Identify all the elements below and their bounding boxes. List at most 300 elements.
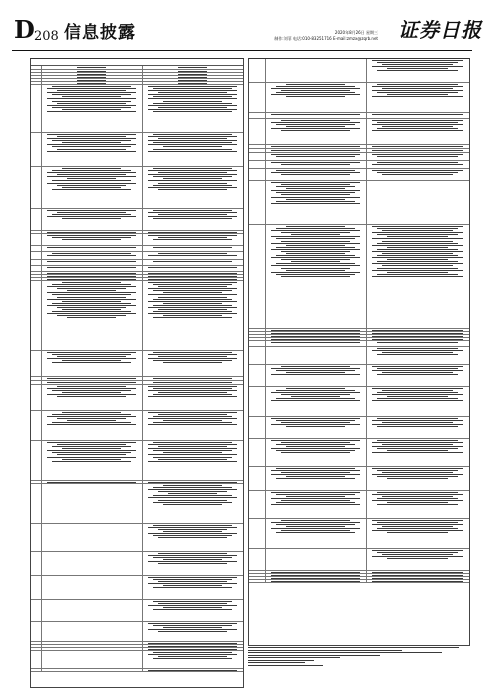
text-line bbox=[153, 658, 232, 659]
revised-text-cell bbox=[142, 600, 243, 621]
section-title: 信息披露 bbox=[64, 23, 136, 43]
text-line bbox=[153, 450, 232, 451]
text-line bbox=[153, 218, 232, 219]
table-row bbox=[31, 484, 243, 524]
text-line bbox=[276, 524, 355, 525]
text-line bbox=[148, 273, 237, 274]
text-line bbox=[286, 96, 345, 97]
text-lines bbox=[143, 253, 242, 258]
original-text-cell bbox=[265, 338, 367, 340]
text-lines bbox=[143, 386, 242, 409]
table-row bbox=[249, 59, 469, 83]
text-line bbox=[271, 424, 360, 425]
text-line bbox=[387, 450, 448, 451]
revised-text-cell bbox=[366, 574, 469, 576]
text-line bbox=[382, 390, 453, 391]
text-line bbox=[372, 154, 463, 155]
text-line bbox=[377, 128, 458, 129]
text-line bbox=[148, 216, 237, 217]
text-line bbox=[372, 400, 463, 401]
text-line bbox=[52, 452, 131, 453]
text-line bbox=[153, 149, 232, 150]
text-line bbox=[148, 151, 237, 152]
text-line bbox=[382, 444, 453, 445]
text-lines bbox=[143, 261, 242, 264]
text-line bbox=[286, 372, 345, 373]
text-line bbox=[153, 142, 232, 143]
text-line bbox=[281, 120, 350, 121]
text-line bbox=[372, 86, 463, 87]
text-lines bbox=[367, 550, 468, 569]
text-lines bbox=[367, 342, 468, 345]
text-line bbox=[57, 386, 126, 387]
row-number-cell bbox=[249, 169, 266, 180]
text-line bbox=[281, 268, 350, 269]
text-line bbox=[178, 71, 208, 72]
original-text-cell bbox=[41, 484, 143, 523]
table-row bbox=[249, 519, 469, 549]
text-line bbox=[286, 84, 345, 85]
text-line bbox=[281, 472, 350, 473]
text-line bbox=[286, 245, 345, 246]
revised-text-cell bbox=[142, 82, 243, 84]
text-line bbox=[57, 212, 126, 213]
text-line bbox=[271, 492, 360, 493]
text-line bbox=[281, 90, 350, 91]
original-text-cell bbox=[41, 76, 143, 78]
text-line bbox=[148, 307, 237, 308]
table-caption-row bbox=[31, 59, 243, 66]
text-line bbox=[286, 388, 345, 389]
text-line bbox=[377, 70, 458, 71]
text-line bbox=[148, 105, 237, 106]
text-line bbox=[163, 559, 222, 560]
text-line bbox=[158, 529, 227, 530]
text-line bbox=[286, 253, 345, 254]
page-number: 208 bbox=[34, 29, 59, 44]
text-lines bbox=[143, 247, 242, 250]
text-line bbox=[52, 140, 131, 141]
original-text-cell bbox=[265, 83, 367, 112]
text-line bbox=[372, 333, 463, 334]
revised-text-cell bbox=[366, 113, 469, 118]
text-line bbox=[158, 459, 227, 460]
text-lines bbox=[143, 378, 242, 379]
text-line bbox=[47, 183, 136, 184]
text-line bbox=[372, 578, 463, 579]
text-lines bbox=[367, 170, 468, 179]
revised-text-cell bbox=[142, 648, 243, 650]
text-line bbox=[377, 354, 458, 355]
text-lines bbox=[42, 247, 141, 250]
revised-text-cell bbox=[142, 642, 243, 644]
text-line bbox=[281, 500, 350, 501]
original-text-cell bbox=[41, 381, 143, 384]
text-line bbox=[382, 230, 453, 231]
text-line bbox=[153, 422, 232, 423]
text-line bbox=[153, 284, 232, 285]
text-line bbox=[377, 348, 458, 349]
text-line bbox=[62, 218, 121, 219]
text-line bbox=[271, 150, 360, 151]
text-line bbox=[271, 330, 360, 331]
text-lines bbox=[42, 282, 141, 349]
text-line bbox=[377, 342, 458, 343]
footnote-line bbox=[248, 657, 340, 658]
text-line bbox=[158, 603, 227, 604]
text-line bbox=[377, 448, 458, 449]
text-line bbox=[372, 394, 463, 395]
text-lines bbox=[266, 388, 365, 415]
revised-text-cell bbox=[142, 576, 243, 599]
text-line bbox=[382, 526, 453, 527]
text-line bbox=[372, 114, 463, 115]
row-number-cell bbox=[249, 329, 266, 331]
text-lines bbox=[367, 60, 468, 81]
row-number-cell bbox=[249, 338, 266, 340]
text-line bbox=[52, 146, 131, 147]
original-text-cell bbox=[41, 275, 143, 277]
revised-text-cell bbox=[366, 332, 469, 334]
text-line bbox=[382, 422, 453, 423]
footnotes-block bbox=[248, 646, 468, 686]
text-line bbox=[62, 96, 121, 97]
text-line bbox=[148, 396, 237, 397]
page-letter: D bbox=[14, 15, 35, 44]
text-line bbox=[271, 470, 360, 471]
text-lines bbox=[266, 150, 365, 151]
text-lines bbox=[266, 120, 365, 143]
text-line bbox=[372, 330, 463, 331]
text-line bbox=[52, 284, 131, 285]
text-line bbox=[47, 92, 136, 93]
text-line bbox=[271, 94, 360, 95]
text-line bbox=[47, 394, 136, 395]
original-text-cell bbox=[41, 622, 143, 641]
row-number-cell bbox=[249, 113, 266, 118]
text-line bbox=[286, 270, 345, 271]
table-row bbox=[249, 580, 469, 583]
text-line bbox=[153, 442, 232, 443]
text-line bbox=[163, 607, 222, 608]
text-line bbox=[271, 162, 360, 163]
text-line bbox=[271, 522, 360, 523]
original-text-cell bbox=[41, 266, 143, 271]
text-line bbox=[271, 440, 360, 441]
row-number-cell bbox=[249, 439, 266, 466]
text-line bbox=[148, 390, 237, 391]
text-lines bbox=[266, 440, 365, 465]
text-line bbox=[271, 418, 360, 419]
text-line bbox=[382, 253, 453, 254]
revised-text-cell bbox=[142, 66, 243, 69]
text-line bbox=[271, 504, 360, 505]
text-line bbox=[372, 276, 463, 277]
original-text-cell bbox=[41, 73, 143, 75]
text-line bbox=[382, 372, 453, 373]
text-lines bbox=[266, 366, 365, 385]
original-text-cell bbox=[265, 417, 367, 438]
text-line bbox=[372, 339, 463, 340]
text-lines bbox=[42, 267, 141, 270]
text-line bbox=[276, 247, 355, 248]
text-lines bbox=[367, 120, 468, 143]
text-line bbox=[276, 263, 355, 264]
text-line bbox=[148, 144, 237, 145]
original-text-cell bbox=[41, 481, 143, 483]
text-line bbox=[276, 532, 355, 533]
text-line bbox=[47, 210, 136, 211]
text-lines bbox=[143, 168, 242, 207]
text-lines bbox=[266, 170, 365, 179]
text-lines bbox=[266, 342, 365, 345]
text-line bbox=[62, 168, 121, 169]
text-line bbox=[372, 494, 463, 495]
text-line bbox=[77, 80, 107, 81]
text-lines bbox=[367, 154, 468, 159]
text-lines bbox=[367, 226, 468, 327]
text-line bbox=[47, 138, 136, 139]
text-line bbox=[148, 98, 237, 99]
text-lines bbox=[367, 520, 468, 547]
table-row bbox=[249, 387, 469, 417]
text-line bbox=[62, 282, 121, 283]
text-lines bbox=[143, 382, 242, 383]
text-line bbox=[148, 605, 237, 606]
text-line bbox=[153, 652, 232, 653]
text-line bbox=[372, 370, 463, 371]
revised-text-cell bbox=[142, 411, 243, 440]
revised-text-cell bbox=[142, 281, 243, 350]
text-line bbox=[148, 140, 237, 141]
text-line bbox=[52, 294, 131, 295]
original-text-cell bbox=[265, 341, 367, 346]
row-number-cell bbox=[249, 335, 266, 337]
text-line bbox=[372, 130, 463, 131]
text-line bbox=[57, 356, 126, 357]
original-text-cell bbox=[41, 167, 143, 208]
text-lines bbox=[143, 652, 242, 667]
original-text-cell bbox=[265, 59, 367, 82]
text-line bbox=[52, 461, 131, 462]
text-line bbox=[52, 303, 131, 304]
text-lines bbox=[367, 492, 468, 517]
text-line bbox=[158, 414, 227, 415]
original-text-cell bbox=[265, 161, 367, 168]
text-line bbox=[163, 303, 222, 304]
text-line bbox=[286, 476, 345, 477]
text-line bbox=[163, 146, 222, 147]
text-line bbox=[47, 98, 136, 99]
text-line bbox=[153, 502, 232, 503]
table-row bbox=[249, 119, 469, 145]
text-line bbox=[47, 216, 136, 217]
text-line bbox=[372, 124, 463, 125]
text-line bbox=[62, 392, 121, 393]
row-number-cell bbox=[249, 332, 266, 334]
text-line bbox=[47, 313, 136, 314]
text-line bbox=[372, 170, 463, 171]
original-text-cell bbox=[265, 467, 367, 490]
text-line bbox=[148, 109, 237, 110]
text-line bbox=[158, 286, 227, 287]
text-lines bbox=[143, 282, 242, 349]
text-line bbox=[271, 448, 360, 449]
original-text-cell bbox=[265, 332, 367, 334]
original-text-cell bbox=[41, 411, 143, 440]
revised-text-cell bbox=[142, 275, 243, 277]
right-disclosure-table bbox=[248, 58, 470, 646]
text-line bbox=[153, 88, 232, 89]
text-line bbox=[286, 199, 345, 200]
text-line bbox=[271, 236, 360, 237]
original-text-cell bbox=[41, 600, 143, 621]
revised-text-cell bbox=[142, 133, 243, 166]
original-text-cell bbox=[265, 571, 367, 573]
text-line bbox=[168, 493, 218, 494]
text-line bbox=[57, 288, 126, 289]
text-line bbox=[77, 77, 107, 78]
text-line bbox=[372, 575, 463, 576]
text-lines bbox=[143, 525, 242, 550]
text-line bbox=[153, 378, 232, 379]
revised-text-cell bbox=[366, 181, 469, 224]
row-number-cell bbox=[249, 181, 266, 224]
text-line bbox=[148, 654, 237, 655]
text-line bbox=[372, 164, 463, 165]
text-line bbox=[47, 261, 136, 262]
text-line bbox=[271, 257, 360, 258]
text-lines bbox=[143, 553, 242, 574]
revised-text-cell bbox=[366, 145, 469, 148]
revised-text-cell bbox=[366, 439, 469, 466]
text-line bbox=[271, 342, 360, 343]
text-line bbox=[271, 128, 360, 129]
original-text-cell bbox=[41, 70, 143, 72]
revised-text-cell bbox=[142, 252, 243, 259]
text-line bbox=[387, 396, 448, 397]
text-line bbox=[148, 90, 237, 91]
text-line bbox=[158, 309, 227, 310]
text-line bbox=[372, 572, 463, 573]
text-line bbox=[148, 94, 237, 95]
text-lines bbox=[143, 623, 242, 640]
text-lines bbox=[143, 577, 242, 598]
text-line bbox=[281, 366, 350, 367]
revised-text-cell bbox=[366, 149, 469, 152]
text-line bbox=[52, 101, 131, 102]
text-line bbox=[377, 234, 458, 235]
text-lines bbox=[42, 67, 141, 68]
original-text-cell bbox=[265, 149, 367, 152]
text-line bbox=[387, 94, 448, 95]
text-line bbox=[153, 557, 232, 558]
revised-text-cell bbox=[366, 467, 469, 490]
text-line bbox=[57, 174, 126, 175]
text-line bbox=[271, 474, 360, 475]
row-number-cell bbox=[249, 467, 266, 490]
text-line bbox=[163, 627, 222, 628]
text-line bbox=[148, 623, 237, 624]
revised-text-cell bbox=[366, 329, 469, 331]
text-line bbox=[47, 235, 136, 236]
text-line bbox=[372, 120, 463, 121]
text-line bbox=[148, 294, 237, 295]
text-lines bbox=[143, 235, 242, 244]
original-text-cell bbox=[41, 252, 143, 259]
text-line bbox=[148, 412, 237, 413]
text-line bbox=[377, 368, 458, 369]
text-line bbox=[382, 241, 453, 242]
text-line bbox=[148, 288, 237, 289]
text-line bbox=[153, 311, 232, 312]
text-line bbox=[158, 446, 227, 447]
text-line bbox=[62, 309, 121, 310]
text-line bbox=[286, 496, 345, 497]
table-row bbox=[31, 234, 243, 246]
text-line bbox=[57, 149, 126, 150]
text-line bbox=[153, 495, 232, 496]
text-line bbox=[153, 625, 232, 626]
text-lines bbox=[266, 348, 365, 363]
text-line bbox=[382, 496, 453, 497]
revised-text-cell bbox=[142, 85, 243, 132]
text-line bbox=[271, 581, 360, 582]
text-line bbox=[382, 352, 453, 353]
original-text-cell bbox=[41, 645, 143, 647]
text-line bbox=[62, 109, 121, 110]
text-lines bbox=[42, 623, 141, 640]
text-line bbox=[153, 299, 232, 300]
revised-text-cell bbox=[366, 83, 469, 112]
text-line bbox=[382, 174, 453, 175]
text-lines bbox=[42, 553, 141, 574]
revised-text-cell bbox=[366, 153, 469, 160]
header-rule bbox=[12, 50, 472, 51]
row-number-cell bbox=[249, 225, 266, 328]
text-line bbox=[62, 448, 121, 449]
text-line bbox=[158, 553, 227, 554]
text-line bbox=[153, 210, 232, 211]
text-line bbox=[148, 629, 237, 630]
table-row bbox=[249, 161, 469, 169]
text-line bbox=[52, 390, 131, 391]
text-line bbox=[148, 454, 237, 455]
text-line bbox=[153, 587, 232, 588]
revised-text-cell bbox=[142, 651, 243, 668]
text-line bbox=[271, 272, 360, 273]
row-number-cell bbox=[249, 341, 266, 346]
text-line bbox=[271, 190, 360, 191]
text-lines bbox=[143, 86, 242, 131]
text-lines bbox=[367, 182, 468, 223]
revised-text-cell bbox=[142, 266, 243, 271]
text-line bbox=[158, 537, 227, 538]
text-line bbox=[148, 255, 237, 256]
text-line bbox=[148, 180, 237, 181]
original-text-cell bbox=[41, 278, 143, 280]
text-line bbox=[271, 203, 360, 204]
text-line bbox=[271, 575, 360, 576]
text-line bbox=[281, 452, 350, 453]
text-line bbox=[148, 187, 237, 188]
text-lines bbox=[42, 352, 141, 375]
original-text-cell bbox=[265, 519, 367, 548]
text-line bbox=[372, 146, 463, 147]
table-row bbox=[249, 467, 469, 491]
text-line bbox=[153, 382, 232, 383]
text-line bbox=[148, 279, 237, 280]
